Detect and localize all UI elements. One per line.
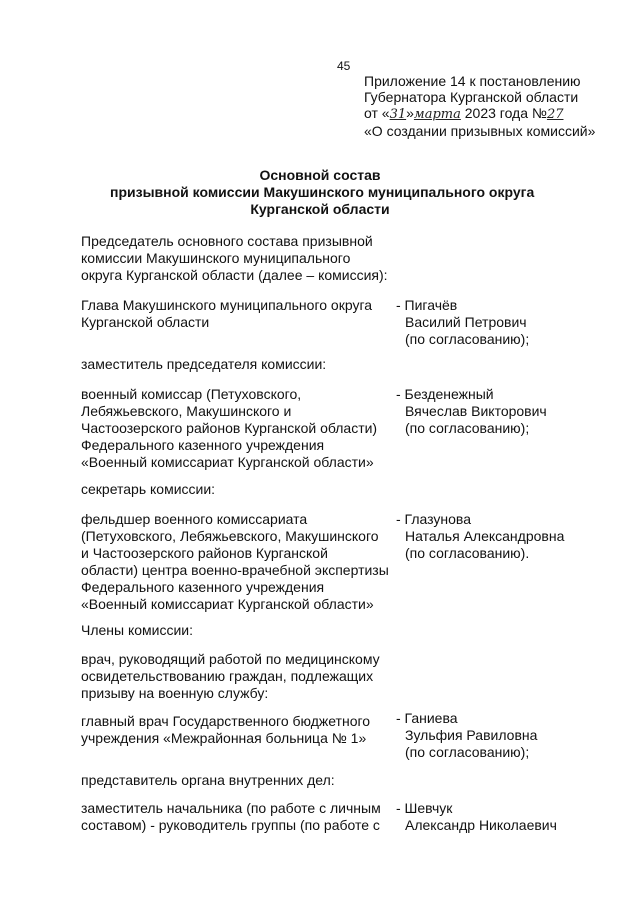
deputy-position-line: военный комиссар (Петуховского, [81,386,302,402]
deputy-position-line: Частоозерского районов Курганской области) [81,420,378,436]
doctor-name [396,710,626,761]
members-heading [81,622,391,639]
deputy-surname: - Безденежный [396,386,494,402]
doctor-heading-line: врач, руководящий работой по медицинскому [81,651,380,667]
secretary-name [396,511,626,562]
appendix-line-4: «О создании призывных комиссий» [364,123,596,139]
deputy-position [81,386,391,471]
police-surname: - Шевчук [396,800,453,816]
chair-heading-line: округа Курганской области (далее – комиссия): [81,267,388,283]
deputy-position-line: Федерального казенного учреждения [81,437,325,453]
title-line-1: Основной состав [259,167,381,183]
secretary-position-line: области) центра военно-врачебной экспертизы [81,562,389,578]
chair-heading-line: комиссии Макушинского муниципального [81,250,351,266]
appendix-line-1: Приложение 14 к постановлению [364,73,581,89]
doctor-heading-line: освидетельствованию граждан, подлежащих [81,668,374,684]
police-given-names: Александр Николаевич [405,817,557,833]
secretary-position-line: Федерального казенного учреждения [81,579,325,595]
secretary-position-line: (Петуховского, Лебяжьевского, Макушинского [81,528,379,544]
members-heading-line: Члены комиссии: [81,622,194,638]
appendix-date-prefix: от « [364,105,390,121]
handwritten-day: 31 [389,107,407,122]
doctor-position-line: учреждения «Межрайонная больница № 1» [81,730,367,746]
police-position [81,800,391,834]
secretary-surname: - Глазунова [396,511,471,527]
handwritten-number: 27 [546,107,564,122]
title-line-2: призывной комиссии Макушинского муниципального округа [110,184,535,200]
appendix-line-3 [364,105,624,123]
doctor-heading [81,651,391,702]
doctor-position [81,713,391,747]
chair-heading [81,233,391,284]
appendix-date-quote: » [406,105,414,121]
deputy-position-line: Лебяжьевского, Макушинского и [81,403,292,419]
title-line-3: Курганской области [250,201,390,217]
doctor-given-names: Зульфия Равиловна [405,727,538,743]
chair-name [396,297,626,348]
deputy-agreement-note: (по согласованию); [405,420,530,436]
secretary-agreement-note: (по согласованию). [405,545,530,561]
deputy-heading [81,356,391,373]
chair-position-line: Глава Макушинского муниципального округа [81,297,373,313]
chair-position [81,297,391,331]
handwritten-month: марта [413,107,461,122]
secretary-heading-line: секретарь комиссии: [81,481,216,497]
appendix-header [364,73,624,139]
page-number: 45 [337,59,351,73]
chair-position-line: Курганской области [81,314,210,330]
doctor-agreement-note: (по согласованию); [405,744,530,760]
chair-given-names: Василий Петрович [405,314,527,330]
deputy-heading-line: заместитель председателя комиссии: [81,356,327,372]
secretary-position-line: фельдшер военного комиссариата [81,511,308,527]
secretary-heading [81,481,391,498]
doctor-surname: - Ганиева [396,710,458,726]
secretary-position-line: и Частоозерского районов Курганской [81,545,328,561]
secretary-position-line: «Военный комиссариат Курганской области» [81,596,374,612]
police-name [396,800,626,834]
police-position-line: составом) - руководитель группы (по работе с [81,817,380,833]
appendix-line-2: Губернатора Курганской области [364,89,579,105]
deputy-name [396,386,626,437]
police-heading-line: представитель органа внутренних дел: [81,772,335,788]
doctor-position-line: главный врач Государственного бюджетного [81,713,371,729]
police-position-line: заместитель начальника (по работе с личным [81,800,381,816]
chair-heading-line: Председатель основного состава призывной [81,233,373,249]
chair-agreement-note: (по согласованию); [405,331,530,347]
secretary-position [81,511,391,613]
deputy-given-names: Вячеслав Викторович [405,403,547,419]
police-heading [81,772,391,789]
document-title [110,167,535,218]
secretary-given-names: Наталья Александровна [405,528,565,544]
deputy-position-line: «Военный комиссариат Курганской области» [81,454,374,470]
appendix-year: 2023 года № [460,105,547,121]
chair-surname: - Пигачёв [396,297,458,313]
doctor-heading-line: призыву на военную службу: [81,685,269,701]
